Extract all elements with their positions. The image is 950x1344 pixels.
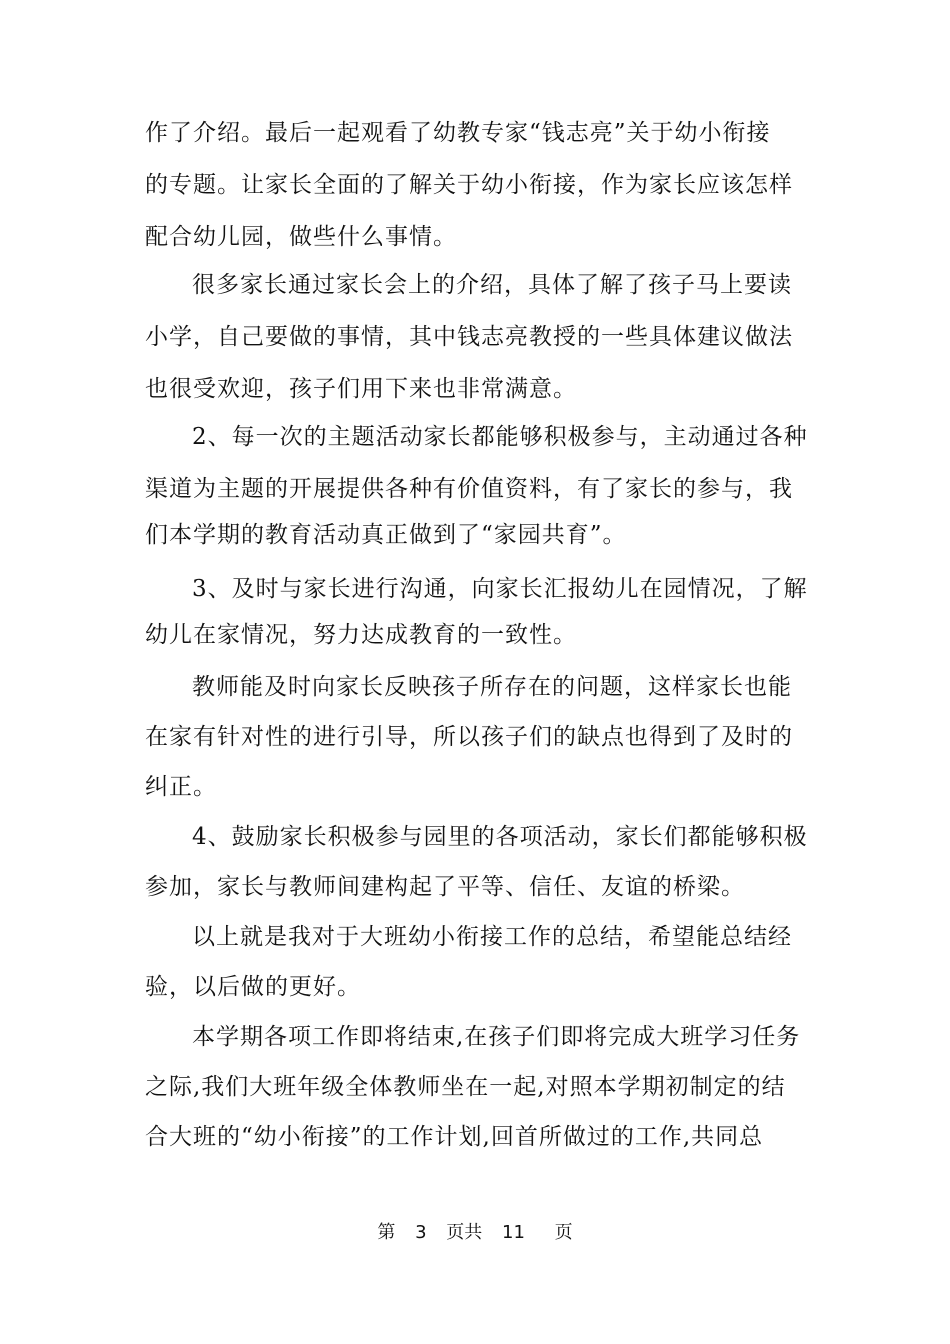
text-line: 幼儿在家情况，努力达成教育的一致性。: [145, 622, 577, 648]
text-line: 参加，家长与教师间建构起了平等、信任、友谊的桥梁。: [145, 874, 745, 900]
text-line: 的专题。让家长全面的了解关于幼小衔接，作为家长应该怎样: [145, 172, 793, 198]
paragraph-first-line: 2、每一次的主题活动家长都能够积极参与，主动通过各种: [192, 424, 808, 450]
footer-current-page: 3: [415, 1222, 427, 1243]
paragraph-first-line: 很多家长通过家长会上的介绍，具体了解了孩子马上要读: [192, 272, 792, 298]
paragraph-first-line: 教师能及时向家长反映孩子所存在的问题，这样家长也能: [192, 674, 792, 700]
paragraph-first-line: 以上就是我对于大班幼小衔接工作的总结，希望能总结经: [192, 924, 792, 950]
footer-page-suffix: 页: [554, 1222, 573, 1243]
footer-page-middle: 页共: [446, 1222, 483, 1243]
text-line: 们本学期的教育活动真正做到了“家园共育”。: [145, 522, 627, 548]
text-line: 渠道为主题的开展提供各种有价值资料，有了家长的参与，我: [145, 476, 793, 502]
page-footer: [0, 1220, 950, 1246]
text-line: 小学，自己要做的事情，其中钱志亮教授的一些具体建议做法: [145, 324, 793, 350]
text-line: 作了介绍。最后一起观看了幼教专家“钱志亮”关于幼小衔接: [145, 120, 771, 146]
paragraph-first-line: 3、及时与家长进行沟通，向家长汇报幼儿在园情况，了解: [192, 576, 808, 602]
footer-total-pages: 11: [502, 1222, 525, 1243]
footer-page-prefix: 第: [377, 1222, 396, 1243]
text-line: 合大班的“幼小衔接”的工作计划,回首所做过的工作,共同总: [145, 1124, 764, 1150]
text-line: 之际,我们大班年级全体教师坐在一起,对照本学期初制定的结: [145, 1074, 786, 1100]
text-line: 也很受欢迎，孩子们用下来也非常满意。: [145, 376, 577, 402]
paragraph-first-line: 4、鼓励家长积极参与园里的各项活动，家长们都能够积极: [192, 824, 808, 850]
text-line: 配合幼儿园，做些什么事情。: [145, 224, 457, 250]
text-line: 纠正。: [145, 774, 217, 800]
text-line: 在家有针对性的进行引导，所以孩子们的缺点也得到了及时的: [145, 724, 793, 750]
paragraph-first-line: 本学期各项工作即将结束,在孩子们即将完成大班学习任务: [192, 1024, 801, 1050]
text-line: 验，以后做的更好。: [145, 974, 361, 1000]
